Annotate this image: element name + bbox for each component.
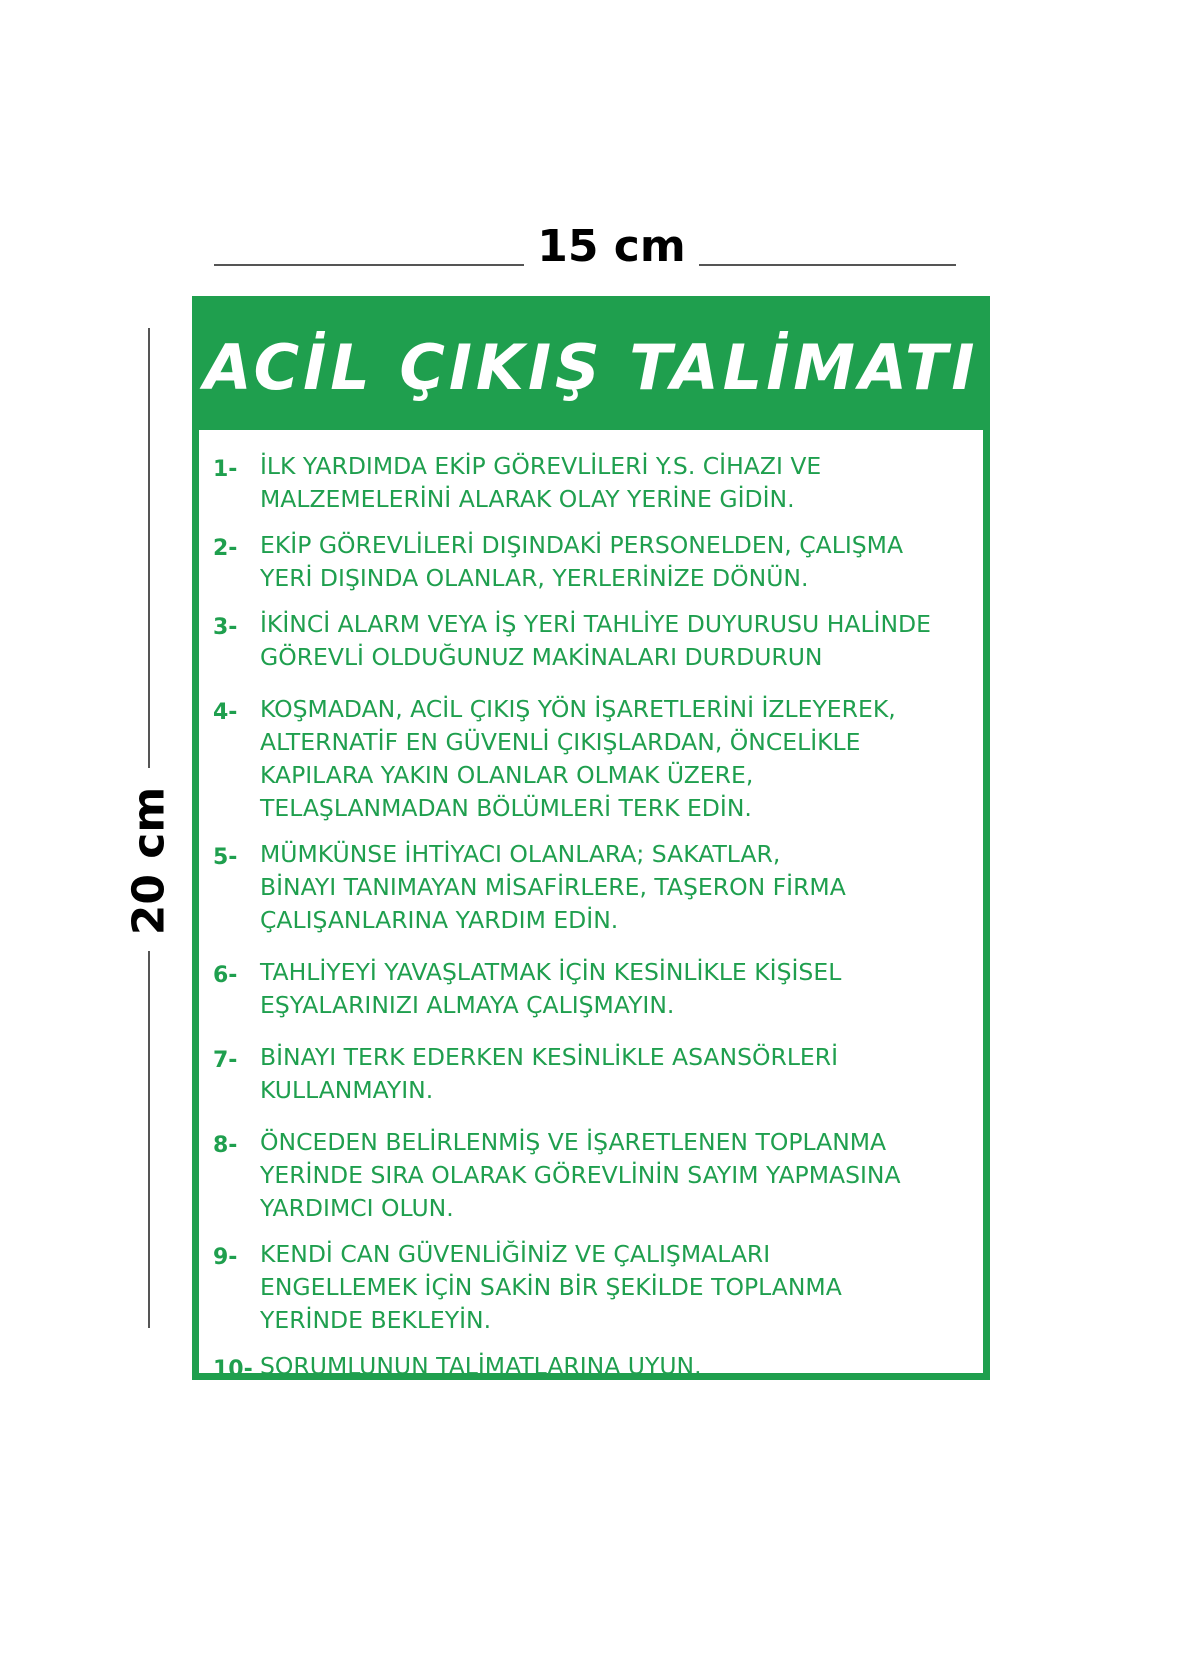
instruction-line: KULLANMAYIN. xyxy=(260,1076,434,1104)
instruction-line: YARDIMCI OLUN. xyxy=(260,1194,454,1222)
width-dimension xyxy=(214,222,956,272)
instruction-line: ÖNCEDEN BELİRLENMİŞ VE İŞARETLENEN TOPLANMA xyxy=(260,1128,887,1156)
instruction-item-6 xyxy=(199,956,983,1022)
instruction-item-4 xyxy=(199,693,983,825)
instruction-item-10 xyxy=(199,1350,983,1383)
instruction-line: ENGELLEMEK İÇİN SAKİN BİR ŞEKİLDE TOPLANMA xyxy=(260,1273,842,1301)
instruction-line: GÖREVLİ OLDUĞUNUZ MAKİNALARI DURDURUN xyxy=(260,643,823,671)
instruction-number: 4- xyxy=(213,700,238,725)
instruction-line: EKİP GÖREVLİLERİ DIŞINDAKİ PERSONELDEN, ÇALIŞMA xyxy=(260,531,904,559)
instruction-line: EŞYALARINIZI ALMAYA ÇALIŞMAYIN. xyxy=(260,991,675,1019)
width-dimension-line-right xyxy=(699,264,956,266)
instructions-panel xyxy=(199,430,983,1382)
instruction-line: SORUMLUNUN TALİMATLARINA UYUN. xyxy=(260,1352,702,1380)
height-dimension-line-top xyxy=(148,328,150,768)
instruction-line: TELAŞLANMADAN BÖLÜMLERİ TERK EDİN. xyxy=(260,794,752,822)
instruction-line: ALTERNATİF EN GÜVENLİ ÇIKIŞLARDAN, ÖNCELİKLE xyxy=(260,728,861,756)
instruction-item-2 xyxy=(199,529,983,595)
width-dimension-line-left xyxy=(214,264,524,266)
instruction-item-5 xyxy=(199,838,983,937)
instruction-line: YERİ DIŞINDA OLANLAR, YERLERİNİZE DÖNÜN. xyxy=(260,564,809,592)
instruction-number: 10- xyxy=(213,1357,253,1382)
instruction-number: 5- xyxy=(213,845,238,870)
emergency-exit-sign xyxy=(192,296,990,1380)
height-dimension xyxy=(120,328,180,1328)
instruction-number: 6- xyxy=(213,963,238,988)
height-dimension-label: 20 cm xyxy=(123,786,175,936)
instruction-item-9 xyxy=(199,1238,983,1337)
instruction-item-7 xyxy=(199,1041,983,1107)
instruction-number: 8- xyxy=(213,1133,238,1158)
instruction-number: 9- xyxy=(213,1245,238,1270)
width-dimension-label: 15 cm xyxy=(537,221,686,272)
instruction-line: BİNAYI TANIMAYAN MİSAFİRLERE, TAŞERON FİRMA xyxy=(260,873,846,901)
instruction-item-1 xyxy=(199,450,983,516)
sign-title: ACİL ÇIKIŞ TALİMATI xyxy=(203,331,979,404)
instruction-line: İKİNCİ ALARM VEYA İŞ YERİ TAHLİYE DUYURUSU HALİNDE xyxy=(260,610,932,638)
instruction-line: KENDİ CAN GÜVENLİĞİNİZ VE ÇALIŞMALARI xyxy=(260,1240,771,1268)
instruction-line: MALZEMELERİNİ ALARAK OLAY YERİNE GİDİN. xyxy=(260,485,795,513)
instruction-line: YERİNDE BEKLEYİN. xyxy=(260,1306,492,1334)
instruction-line: BİNAYI TERK EDERKEN KESİNLİKLE ASANSÖRLERİ xyxy=(260,1043,839,1071)
instruction-number: 2- xyxy=(213,536,238,561)
instruction-line: ÇALIŞANLARINA YARDIM EDİN. xyxy=(260,906,619,934)
instruction-number: 1- xyxy=(213,457,238,482)
instruction-line: YERİNDE SIRA OLARAK GÖREVLİNİN SAYIM YAPMASINA xyxy=(260,1161,901,1189)
instruction-item-3 xyxy=(199,608,983,674)
instruction-number: 3- xyxy=(213,615,238,640)
instruction-line: İLK YARDIMDA EKİP GÖREVLİLERİ Y.S. CİHAZI VE xyxy=(260,452,822,480)
instruction-line: TAHLİYEYİ YAVAŞLATMAK İÇİN KESİNLİKLE KİŞİSEL xyxy=(260,958,842,986)
instruction-line: MÜMKÜNSE İHTİYACI OLANLARA; SAKATLAR, xyxy=(260,840,781,868)
instruction-line: KOŞMADAN, ACİL ÇIKIŞ YÖN İŞARETLERİNİ İZLEYEREK, xyxy=(260,695,896,723)
instruction-line: KAPILARA YAKIN OLANLAR OLMAK ÜZERE, xyxy=(260,761,754,789)
height-dimension-line-bottom xyxy=(148,951,150,1328)
instruction-item-8 xyxy=(199,1126,983,1225)
instruction-number: 7- xyxy=(213,1048,238,1073)
